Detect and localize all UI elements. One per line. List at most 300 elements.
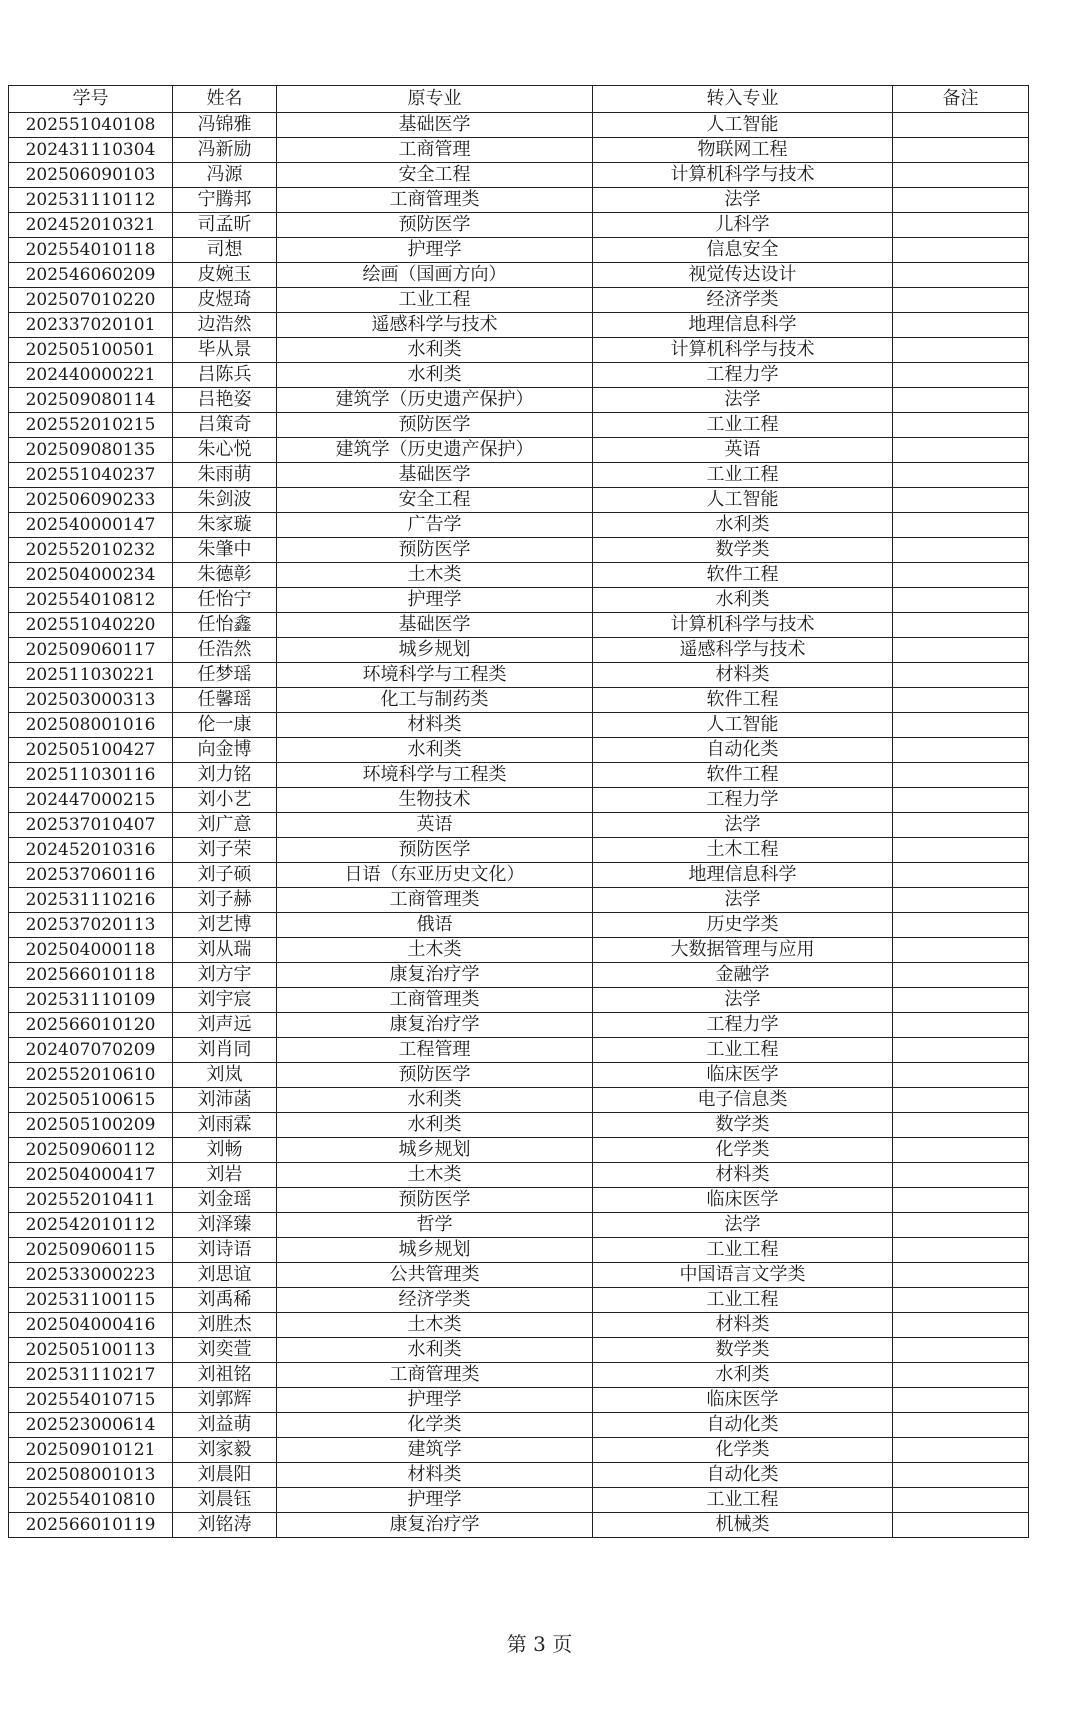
new-major-cell: 历史学类 xyxy=(593,913,893,938)
table-row xyxy=(9,613,1029,638)
name-cell: 朱家璇 xyxy=(173,513,277,538)
remarks-cell xyxy=(893,138,1029,163)
student-id-cell: 202554010118 xyxy=(9,238,173,263)
name-cell: 皮婉玉 xyxy=(173,263,277,288)
table-row xyxy=(9,1013,1029,1038)
student-id-cell: 202505100427 xyxy=(9,738,173,763)
new-major-cell: 工业工程 xyxy=(593,463,893,488)
new-major-cell: 材料类 xyxy=(593,663,893,688)
new-major-cell: 材料类 xyxy=(593,1163,893,1188)
new-major-cell: 工业工程 xyxy=(593,1288,893,1313)
remarks-cell xyxy=(893,438,1029,463)
new-major-cell: 儿科学 xyxy=(593,213,893,238)
name-cell: 朱德彰 xyxy=(173,563,277,588)
student-id-cell: 202504000118 xyxy=(9,938,173,963)
student-id-cell: 202509060112 xyxy=(9,1138,173,1163)
new-major-cell: 自动化类 xyxy=(593,1413,893,1438)
new-major-cell: 临床医学 xyxy=(593,1188,893,1213)
table-row xyxy=(9,263,1029,288)
new-major-cell: 数学类 xyxy=(593,1338,893,1363)
student-id-cell: 202546060209 xyxy=(9,263,173,288)
new-major-cell: 金融学 xyxy=(593,963,893,988)
original-major-cell: 水利类 xyxy=(277,1088,593,1113)
student-id-cell: 202523000614 xyxy=(9,1413,173,1438)
name-cell: 皮煜琦 xyxy=(173,288,277,313)
original-major-cell: 护理学 xyxy=(277,1388,593,1413)
student-id-cell: 202531100115 xyxy=(9,1288,173,1313)
new-major-cell: 电子信息类 xyxy=(593,1088,893,1113)
remarks-cell xyxy=(893,688,1029,713)
remarks-cell xyxy=(893,288,1029,313)
original-major-cell: 建筑学 xyxy=(277,1438,593,1463)
table-row xyxy=(9,213,1029,238)
original-major-cell: 预防医学 xyxy=(277,1063,593,1088)
student-id-cell: 202566010118 xyxy=(9,963,173,988)
new-major-cell: 经济学类 xyxy=(593,288,893,313)
student-id-cell: 202505100209 xyxy=(9,1113,173,1138)
table-body xyxy=(9,113,1029,1538)
student-id-cell: 202509060117 xyxy=(9,638,173,663)
name-cell: 刘力铭 xyxy=(173,763,277,788)
new-major-cell: 工业工程 xyxy=(593,1038,893,1063)
original-major-cell: 工商管理类 xyxy=(277,188,593,213)
table-row xyxy=(9,1413,1029,1438)
student-id-cell: 202540000147 xyxy=(9,513,173,538)
student-id-cell: 202551040220 xyxy=(9,613,173,638)
table-row xyxy=(9,538,1029,563)
table-row xyxy=(9,563,1029,588)
original-major-cell: 护理学 xyxy=(277,1488,593,1513)
table-row xyxy=(9,1163,1029,1188)
original-major-cell: 土木类 xyxy=(277,938,593,963)
student-id-cell: 202566010120 xyxy=(9,1013,173,1038)
original-major-cell: 预防医学 xyxy=(277,838,593,863)
table-row xyxy=(9,113,1029,138)
student-id-cell: 202537010407 xyxy=(9,813,173,838)
new-major-cell: 水利类 xyxy=(593,1363,893,1388)
remarks-cell xyxy=(893,813,1029,838)
new-major-cell: 地理信息科学 xyxy=(593,863,893,888)
new-major-cell: 化学类 xyxy=(593,1138,893,1163)
student-id-cell: 202531110109 xyxy=(9,988,173,1013)
new-major-cell: 视觉传达设计 xyxy=(593,263,893,288)
remarks-cell xyxy=(893,963,1029,988)
name-cell: 刘家毅 xyxy=(173,1438,277,1463)
student-id-cell: 202552010232 xyxy=(9,538,173,563)
original-major-cell: 化工与制药类 xyxy=(277,688,593,713)
student-id-cell: 202503000313 xyxy=(9,688,173,713)
remarks-cell xyxy=(893,463,1029,488)
name-cell: 刘岩 xyxy=(173,1163,277,1188)
remarks-cell xyxy=(893,1013,1029,1038)
name-cell: 刘雨霖 xyxy=(173,1113,277,1138)
name-cell: 刘方宇 xyxy=(173,963,277,988)
original-major-cell: 预防医学 xyxy=(277,213,593,238)
name-cell: 刘思谊 xyxy=(173,1263,277,1288)
student-id-cell: 202552010215 xyxy=(9,413,173,438)
original-major-cell: 英语 xyxy=(277,813,593,838)
remarks-cell xyxy=(893,188,1029,213)
student-id-cell: 202537020113 xyxy=(9,913,173,938)
new-major-cell: 工业工程 xyxy=(593,1488,893,1513)
student-id-cell: 202504000416 xyxy=(9,1313,173,1338)
student-id-cell: 202509010121 xyxy=(9,1438,173,1463)
student-id-cell: 202551040108 xyxy=(9,113,173,138)
original-major-cell: 生物技术 xyxy=(277,788,593,813)
new-major-cell: 水利类 xyxy=(593,513,893,538)
original-major-cell: 土木类 xyxy=(277,1163,593,1188)
table-row xyxy=(9,338,1029,363)
student-id-cell: 202506090103 xyxy=(9,163,173,188)
remarks-cell xyxy=(893,413,1029,438)
original-major-cell: 建筑学（历史遗产保护） xyxy=(277,388,593,413)
name-cell: 司孟昕 xyxy=(173,213,277,238)
original-major-cell: 环境科学与工程类 xyxy=(277,663,593,688)
name-cell: 刘子硕 xyxy=(173,863,277,888)
table-header-row xyxy=(9,86,1029,113)
name-cell: 刘诗语 xyxy=(173,1238,277,1263)
new-major-cell: 临床医学 xyxy=(593,1388,893,1413)
remarks-cell xyxy=(893,1188,1029,1213)
original-major-cell: 城乡规划 xyxy=(277,1138,593,1163)
original-major-cell: 工程管理 xyxy=(277,1038,593,1063)
new-major-cell: 计算机科学与技术 xyxy=(593,338,893,363)
new-major-cell: 计算机科学与技术 xyxy=(593,613,893,638)
name-cell: 刘声远 xyxy=(173,1013,277,1038)
new-major-cell: 人工智能 xyxy=(593,488,893,513)
original-major-cell: 预防医学 xyxy=(277,1188,593,1213)
new-major-cell: 大数据管理与应用 xyxy=(593,938,893,963)
remarks-cell xyxy=(893,313,1029,338)
student-id-cell: 202508001016 xyxy=(9,713,173,738)
name-cell: 刘子荣 xyxy=(173,838,277,863)
student-id-cell: 202447000215 xyxy=(9,788,173,813)
new-major-cell: 地理信息科学 xyxy=(593,313,893,338)
student-id-cell: 202552010610 xyxy=(9,1063,173,1088)
name-cell: 刘铭涛 xyxy=(173,1513,277,1538)
name-cell: 刘祖铭 xyxy=(173,1363,277,1388)
new-major-cell: 法学 xyxy=(593,188,893,213)
student-id-cell: 202505100615 xyxy=(9,1088,173,1113)
original-major-cell: 广告学 xyxy=(277,513,593,538)
remarks-cell xyxy=(893,1388,1029,1413)
student-id-cell: 202509060115 xyxy=(9,1238,173,1263)
new-major-cell: 数学类 xyxy=(593,538,893,563)
table-row xyxy=(9,438,1029,463)
original-major-cell: 安全工程 xyxy=(277,163,593,188)
new-major-cell: 法学 xyxy=(593,888,893,913)
name-cell: 刘从瑞 xyxy=(173,938,277,963)
original-major-cell: 康复治疗学 xyxy=(277,963,593,988)
table-row xyxy=(9,1038,1029,1063)
table-row xyxy=(9,1188,1029,1213)
original-major-cell: 护理学 xyxy=(277,588,593,613)
table-row xyxy=(9,488,1029,513)
name-cell: 刘奕萱 xyxy=(173,1338,277,1363)
new-major-cell: 信息安全 xyxy=(593,238,893,263)
student-id-cell: 202511030221 xyxy=(9,663,173,688)
name-cell: 吕策奇 xyxy=(173,413,277,438)
original-major-cell: 安全工程 xyxy=(277,488,593,513)
original-major-cell: 康复治疗学 xyxy=(277,1013,593,1038)
remarks-cell xyxy=(893,388,1029,413)
original-major-cell: 化学类 xyxy=(277,1413,593,1438)
name-cell: 毕从景 xyxy=(173,338,277,363)
table-row xyxy=(9,1363,1029,1388)
new-major-cell: 人工智能 xyxy=(593,713,893,738)
remarks-cell xyxy=(893,713,1029,738)
new-major-cell: 材料类 xyxy=(593,1313,893,1338)
student-id-cell: 202537060116 xyxy=(9,863,173,888)
name-cell: 任怡鑫 xyxy=(173,613,277,638)
table-row xyxy=(9,1438,1029,1463)
table-row xyxy=(9,163,1029,188)
student-id-cell: 202511030116 xyxy=(9,763,173,788)
remarks-cell xyxy=(893,1163,1029,1188)
table-row xyxy=(9,138,1029,163)
remarks-cell xyxy=(893,763,1029,788)
remarks-cell xyxy=(893,988,1029,1013)
student-id-cell: 202504000417 xyxy=(9,1163,173,1188)
remarks-cell xyxy=(893,788,1029,813)
remarks-cell xyxy=(893,338,1029,363)
remarks-cell xyxy=(893,1238,1029,1263)
remarks-cell xyxy=(893,1138,1029,1163)
name-cell: 伦一康 xyxy=(173,713,277,738)
original-major-cell: 护理学 xyxy=(277,238,593,263)
original-major-cell: 城乡规划 xyxy=(277,638,593,663)
student-id-cell: 202531110112 xyxy=(9,188,173,213)
remarks-cell xyxy=(893,363,1029,388)
new-major-cell: 软件工程 xyxy=(593,688,893,713)
name-cell: 边浩然 xyxy=(173,313,277,338)
new-major-cell: 软件工程 xyxy=(593,763,893,788)
new-major-cell: 工业工程 xyxy=(593,413,893,438)
remarks-cell xyxy=(893,638,1029,663)
student-id-cell: 202531110217 xyxy=(9,1363,173,1388)
table-row xyxy=(9,913,1029,938)
name-cell: 刘宇宸 xyxy=(173,988,277,1013)
original-major-cell: 土木类 xyxy=(277,1313,593,1338)
student-id-cell: 202504000234 xyxy=(9,563,173,588)
new-major-cell: 计算机科学与技术 xyxy=(593,163,893,188)
table-row xyxy=(9,988,1029,1013)
table-row xyxy=(9,763,1029,788)
name-cell: 刘金瑶 xyxy=(173,1188,277,1213)
original-major-cell: 日语（东亚历史文化） xyxy=(277,863,593,888)
name-cell: 刘胜杰 xyxy=(173,1313,277,1338)
table-row xyxy=(9,663,1029,688)
student-id-cell: 202452010316 xyxy=(9,838,173,863)
new-major-cell: 数学类 xyxy=(593,1113,893,1138)
table-row xyxy=(9,1113,1029,1138)
header-remarks: 备注 xyxy=(893,86,1029,113)
student-id-cell: 202531110216 xyxy=(9,888,173,913)
name-cell: 任梦瑶 xyxy=(173,663,277,688)
name-cell: 司想 xyxy=(173,238,277,263)
table-row xyxy=(9,1488,1029,1513)
name-cell: 刘晨钰 xyxy=(173,1488,277,1513)
remarks-cell xyxy=(893,538,1029,563)
remarks-cell xyxy=(893,1313,1029,1338)
name-cell: 任浩然 xyxy=(173,638,277,663)
student-id-cell: 202452010321 xyxy=(9,213,173,238)
new-major-cell: 水利类 xyxy=(593,588,893,613)
table-row xyxy=(9,938,1029,963)
remarks-cell xyxy=(893,1463,1029,1488)
remarks-cell xyxy=(893,863,1029,888)
transfer-roster-sheet xyxy=(8,85,1028,1538)
table-row xyxy=(9,1288,1029,1313)
remarks-cell xyxy=(893,1063,1029,1088)
new-major-cell: 工程力学 xyxy=(593,363,893,388)
table-row xyxy=(9,1313,1029,1338)
remarks-cell xyxy=(893,113,1029,138)
name-cell: 刘小艺 xyxy=(173,788,277,813)
table-row xyxy=(9,1088,1029,1113)
table-row xyxy=(9,813,1029,838)
student-id-cell: 202505100113 xyxy=(9,1338,173,1363)
student-id-cell: 202508001013 xyxy=(9,1463,173,1488)
name-cell: 刘沛菡 xyxy=(173,1088,277,1113)
student-id-cell: 202566010119 xyxy=(9,1513,173,1538)
table-row xyxy=(9,413,1029,438)
remarks-cell xyxy=(893,238,1029,263)
new-major-cell: 法学 xyxy=(593,1213,893,1238)
transfer-roster-table xyxy=(8,85,1029,1538)
table-row xyxy=(9,1213,1029,1238)
student-id-cell: 202554010715 xyxy=(9,1388,173,1413)
original-major-cell: 基础医学 xyxy=(277,613,593,638)
student-id-cell: 202509080135 xyxy=(9,438,173,463)
table-row xyxy=(9,1463,1029,1488)
remarks-cell xyxy=(893,1363,1029,1388)
table-row xyxy=(9,513,1029,538)
original-major-cell: 基础医学 xyxy=(277,113,593,138)
name-cell: 刘畅 xyxy=(173,1138,277,1163)
name-cell: 刘郭辉 xyxy=(173,1388,277,1413)
table-row xyxy=(9,738,1029,763)
table-row xyxy=(9,713,1029,738)
table-row xyxy=(9,688,1029,713)
name-cell: 刘晨阳 xyxy=(173,1463,277,1488)
original-major-cell: 水利类 xyxy=(277,1338,593,1363)
original-major-cell: 环境科学与工程类 xyxy=(277,763,593,788)
table-row xyxy=(9,1263,1029,1288)
original-major-cell: 工商管理类 xyxy=(277,988,593,1013)
remarks-cell xyxy=(893,613,1029,638)
table-row xyxy=(9,313,1029,338)
original-major-cell: 水利类 xyxy=(277,738,593,763)
name-cell: 刘益萌 xyxy=(173,1413,277,1438)
new-major-cell: 土木工程 xyxy=(593,838,893,863)
original-major-cell: 绘画（国画方向） xyxy=(277,263,593,288)
name-cell: 刘肖同 xyxy=(173,1038,277,1063)
student-id-cell: 202533000223 xyxy=(9,1263,173,1288)
remarks-cell xyxy=(893,888,1029,913)
remarks-cell xyxy=(893,1088,1029,1113)
new-major-cell: 工业工程 xyxy=(593,1238,893,1263)
original-major-cell: 土木类 xyxy=(277,563,593,588)
remarks-cell xyxy=(893,1038,1029,1063)
student-id-cell: 202440000221 xyxy=(9,363,173,388)
original-major-cell: 康复治疗学 xyxy=(277,1513,593,1538)
new-major-cell: 中国语言文学类 xyxy=(593,1263,893,1288)
original-major-cell: 水利类 xyxy=(277,338,593,363)
table-row xyxy=(9,1063,1029,1088)
remarks-cell xyxy=(893,1438,1029,1463)
header-student-id: 学号 xyxy=(9,86,173,113)
remarks-cell xyxy=(893,1338,1029,1363)
table-row xyxy=(9,838,1029,863)
new-major-cell: 软件工程 xyxy=(593,563,893,588)
table-row xyxy=(9,1388,1029,1413)
name-cell: 刘泽臻 xyxy=(173,1213,277,1238)
student-id-cell: 202554010812 xyxy=(9,588,173,613)
original-major-cell: 基础医学 xyxy=(277,463,593,488)
new-major-cell: 工程力学 xyxy=(593,1013,893,1038)
remarks-cell xyxy=(893,1113,1029,1138)
table-row xyxy=(9,788,1029,813)
name-cell: 宁腾邦 xyxy=(173,188,277,213)
header-name: 姓名 xyxy=(173,86,277,113)
remarks-cell xyxy=(893,1213,1029,1238)
name-cell: 刘艺博 xyxy=(173,913,277,938)
original-major-cell: 工业工程 xyxy=(277,288,593,313)
table-row xyxy=(9,1238,1029,1263)
student-id-cell: 202552010411 xyxy=(9,1188,173,1213)
table-row xyxy=(9,588,1029,613)
table-row xyxy=(9,363,1029,388)
name-cell: 向金博 xyxy=(173,738,277,763)
name-cell: 朱心悦 xyxy=(173,438,277,463)
table-row xyxy=(9,1138,1029,1163)
remarks-cell xyxy=(893,1488,1029,1513)
original-major-cell: 材料类 xyxy=(277,1463,593,1488)
original-major-cell: 俄语 xyxy=(277,913,593,938)
name-cell: 冯新励 xyxy=(173,138,277,163)
student-id-cell: 202551040237 xyxy=(9,463,173,488)
original-major-cell: 建筑学（历史遗产保护） xyxy=(277,438,593,463)
new-major-cell: 法学 xyxy=(593,988,893,1013)
name-cell: 冯锦雅 xyxy=(173,113,277,138)
table-row xyxy=(9,238,1029,263)
table-row xyxy=(9,388,1029,413)
original-major-cell: 公共管理类 xyxy=(277,1263,593,1288)
original-major-cell: 预防医学 xyxy=(277,538,593,563)
remarks-cell xyxy=(893,513,1029,538)
table-row xyxy=(9,638,1029,663)
name-cell: 吕陈兵 xyxy=(173,363,277,388)
new-major-cell: 自动化类 xyxy=(593,738,893,763)
student-id-cell: 202506090233 xyxy=(9,488,173,513)
remarks-cell xyxy=(893,488,1029,513)
name-cell: 刘禹稀 xyxy=(173,1288,277,1313)
remarks-cell xyxy=(893,163,1029,188)
remarks-cell xyxy=(893,1263,1029,1288)
table-row xyxy=(9,188,1029,213)
remarks-cell xyxy=(893,913,1029,938)
name-cell: 任怡宁 xyxy=(173,588,277,613)
original-major-cell: 预防医学 xyxy=(277,413,593,438)
original-major-cell: 遥感科学与技术 xyxy=(277,313,593,338)
original-major-cell: 哲学 xyxy=(277,1213,593,1238)
table-row xyxy=(9,888,1029,913)
table-row xyxy=(9,1513,1029,1538)
name-cell: 冯源 xyxy=(173,163,277,188)
original-major-cell: 工商管理类 xyxy=(277,888,593,913)
new-major-cell: 机械类 xyxy=(593,1513,893,1538)
